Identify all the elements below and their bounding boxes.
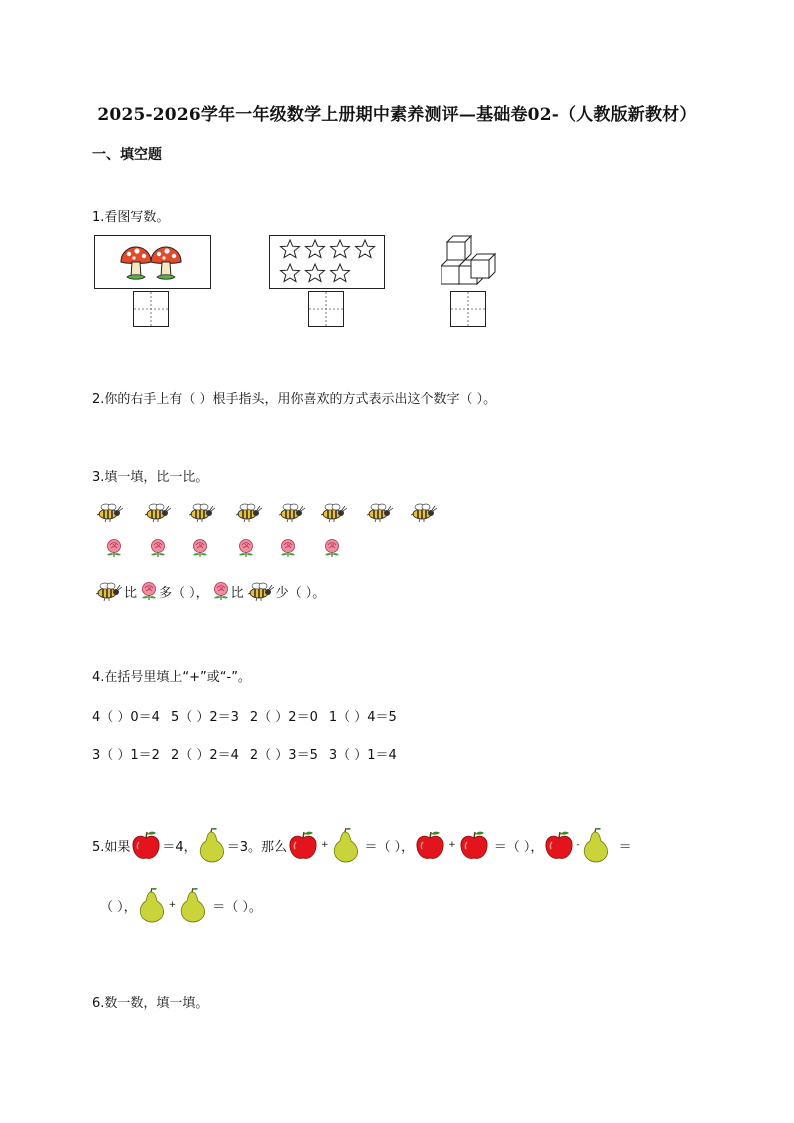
answer-blank-2[interactable]: ＝（ ），	[493, 839, 544, 855]
equation[interactable]: 5（ ）2＝3	[170, 710, 239, 725]
cube-icon	[441, 234, 497, 288]
answer-blank-1[interactable]: ＝（ ），	[364, 839, 415, 855]
pear-icon	[178, 886, 208, 924]
minus-sign: -	[576, 840, 580, 850]
bee-row	[92, 500, 452, 526]
rose-icon	[209, 580, 231, 602]
pear-icon	[197, 826, 227, 864]
answer-blank-3[interactable]: （ ），	[100, 899, 137, 915]
page-title: 2025-2026学年一年级数学上册期中素养测评—基础卷02-（人教版新教材）	[97, 105, 697, 125]
apple-icon	[287, 828, 319, 862]
bee-icon	[244, 578, 276, 604]
stars-picture-box	[269, 235, 385, 289]
plus-sign: +	[168, 900, 177, 910]
plus-sign: +	[448, 840, 456, 850]
answer-box-2[interactable]	[308, 291, 345, 328]
bee-icon	[92, 578, 124, 604]
question-3-text: 3.填一填，比一比。	[92, 470, 209, 485]
question-6-text: 6.数一数，填一填。	[92, 996, 209, 1011]
compare-line	[92, 578, 325, 604]
equation-row-2	[92, 744, 397, 763]
rose-icon	[107, 540, 339, 558]
equation[interactable]: 3（ ）1＝2	[92, 748, 160, 763]
equation[interactable]: 3（ ）1＝4	[328, 748, 397, 763]
mushroom-picture-box	[94, 235, 211, 289]
apple-icon	[458, 828, 490, 862]
pear-value: ＝3。那么	[226, 839, 287, 855]
compare-less-blank[interactable]: 少（ ）。	[275, 585, 326, 601]
pear-icon	[137, 886, 167, 924]
answer-box-3[interactable]	[450, 291, 487, 328]
question-5-line-2	[100, 886, 262, 924]
apple-icon	[414, 828, 446, 862]
equation[interactable]: 1（ ）4＝5	[328, 710, 397, 725]
compare-more-blank[interactable]: 多（ ），	[159, 585, 209, 601]
question-2-text: 2.你的右手上有（ ）根手指头，用你喜欢的方式表示出这个数字（ ）。	[92, 392, 497, 407]
rose-row	[100, 536, 360, 560]
equation[interactable]: 4（ ）0＝4	[92, 710, 160, 725]
pear-icon	[581, 826, 611, 864]
equation[interactable]: 2（ ）3＝5	[249, 748, 318, 763]
equation[interactable]: 2（ ）2＝0	[249, 710, 318, 725]
section-heading: 一、填空题	[92, 147, 162, 163]
equals-sign: ＝	[618, 839, 632, 855]
equation[interactable]: 2（ ）2＝4	[170, 748, 239, 763]
apple-value: ＝4，	[162, 839, 197, 855]
compare-word-2: 比	[230, 585, 244, 601]
answer-box-1[interactable]	[133, 291, 170, 328]
bee-icon	[97, 504, 437, 522]
pear-icon	[331, 826, 361, 864]
equation-row-1	[92, 706, 397, 725]
answer-blank-4[interactable]: ＝（ ）。	[212, 899, 262, 915]
question-5-if: 5.如果	[92, 839, 131, 855]
mushroom-icon	[95, 236, 210, 288]
compare-word-1: 比	[124, 585, 138, 601]
question-5-line-1	[92, 826, 632, 864]
question-1-text: 1.看图写数。	[92, 210, 170, 225]
plus-sign: +	[320, 840, 329, 850]
star-icon	[270, 236, 384, 288]
question-4-text: 4.在括号里填上“+”或“-”。	[92, 670, 251, 685]
apple-icon	[130, 828, 162, 862]
apple-icon	[543, 828, 575, 862]
rose-icon	[137, 580, 159, 602]
